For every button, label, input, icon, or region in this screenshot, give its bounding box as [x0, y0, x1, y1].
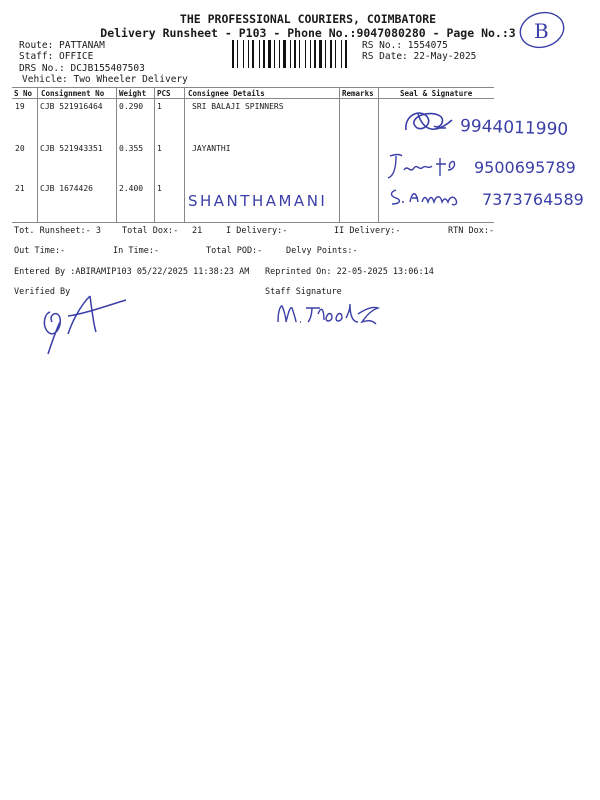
barcode-bar: [243, 40, 244, 68]
row-19-sno: 19: [15, 102, 25, 111]
entered-by: Entered By :ABIRAMIP103 05/22/2025 11:38:23 AM: [14, 267, 250, 277]
barcode-bar: [248, 40, 249, 68]
barcode-bar: [345, 40, 347, 68]
barcode-bar: [274, 40, 275, 68]
in-time: In Time:-: [113, 246, 160, 256]
barcode-bar: [319, 40, 322, 68]
row-20-signature-scribble: [386, 150, 476, 184]
header-consignee: Consignee Details: [188, 89, 265, 98]
barcode-bar: [325, 40, 326, 68]
barcode-bar: [268, 40, 271, 68]
staff-signature: [274, 296, 390, 328]
barcode-bar: [305, 40, 306, 68]
barcode-bar: [250, 40, 251, 68]
barcode-bar: [299, 40, 300, 68]
barcode-bar: [235, 40, 236, 68]
barcode-bar: [294, 40, 296, 68]
rtn-dox: RTN Dox:-: [448, 226, 495, 236]
rs-number: RS No.: 1554075: [362, 40, 448, 51]
barcode-bar: [252, 40, 254, 68]
barcode-bar: [276, 40, 278, 68]
row-20-phone-handwritten: 9500695789: [474, 158, 576, 177]
row-19-weight: 0.290: [119, 102, 144, 111]
header-consignment: Consignment No: [41, 89, 105, 98]
barcode-bar: [323, 40, 324, 68]
col-sep: [378, 87, 379, 222]
col-sep: [37, 87, 38, 222]
barcode-bar: [255, 40, 258, 68]
row-20-weight: 0.355: [119, 144, 144, 153]
row-21-consignee-handwritten: SHANTHAMANI: [188, 192, 328, 210]
verified-by-label: Verified By: [14, 287, 71, 297]
barcode-bar: [237, 40, 238, 68]
barcode-bar: [312, 40, 313, 68]
table-bottom-line: [12, 222, 494, 223]
route-label: Route: PATTANAM: [19, 40, 105, 51]
out-time: Out Time:-: [14, 246, 66, 256]
circled-mark-letter: B: [534, 19, 549, 43]
barcode-bar: [297, 40, 298, 68]
tot-runsheet: Tot. Runsheet:- 3: [14, 226, 101, 236]
ii-delivery: II Delivery:-: [334, 226, 401, 236]
table-top-line: [12, 87, 494, 88]
table-header-line: [12, 98, 494, 99]
total-dox-value: 21: [192, 226, 203, 236]
i-delivery: I Delivery:-: [226, 226, 288, 236]
barcode-bar: [341, 40, 342, 68]
company-title: THE PROFESSIONAL COURIERS, COIMBATORE: [179, 12, 437, 26]
row-19-consignee: SRI BALAJI SPINNERS: [192, 102, 284, 111]
row-19-consignment: CJB 521916464: [40, 102, 103, 111]
row-21-weight: 2.400: [119, 184, 144, 193]
row-19-phone-handwritten: 9944011990: [459, 116, 569, 140]
col-sep: [339, 87, 340, 222]
runsheet-subtitle: Delivery Runsheet - P103 - Phone No.:9047080280 - Page No.:3: [100, 26, 516, 40]
row-20-sno: 20: [15, 144, 25, 153]
barcode-image: [232, 40, 352, 68]
barcode-bar: [287, 40, 289, 68]
row-20-pcs: 1: [157, 144, 162, 153]
barcode-bar: [245, 40, 247, 68]
delvy-points: Delvy Points:-: [286, 246, 358, 256]
header-sno: S No: [14, 89, 33, 98]
barcode-bar: [337, 40, 340, 68]
reprinted-on: Reprinted On: 22-05-2025 13:06:14: [265, 267, 434, 277]
drs-number: DRS No.: DCJB155407503: [19, 63, 145, 74]
barcode-bar: [333, 40, 334, 68]
col-sep: [154, 87, 155, 222]
barcode-bar: [314, 40, 316, 68]
staff-label: Staff: OFFICE: [19, 51, 94, 62]
verified-by-signature: [38, 292, 130, 358]
row-20-consignee: JAYANTHI: [192, 144, 231, 153]
barcode-bar: [232, 40, 234, 68]
row-21-phone-handwritten: 7373764589: [482, 190, 584, 209]
header-remarks: Remarks: [342, 89, 374, 98]
total-dox-label: Total Dox:-: [122, 226, 179, 236]
barcode-bar: [279, 40, 280, 68]
row-19-signature-scribble: [400, 104, 460, 140]
col-sep: [184, 87, 185, 222]
header-seal-signature: Seal & Signature: [400, 89, 473, 98]
barcode-bar: [261, 40, 262, 68]
barcode-bar: [263, 40, 265, 68]
barcode-bar: [327, 40, 329, 68]
barcode-bar: [281, 40, 282, 68]
barcode-bar: [330, 40, 332, 68]
row-21-pcs: 1: [157, 184, 162, 193]
vehicle-label: Vehicle: Two Wheeler Delivery: [22, 74, 188, 85]
barcode-bar: [310, 40, 311, 68]
circled-mark: [518, 8, 568, 50]
barcode-bar: [259, 40, 260, 68]
barcode-bar: [290, 40, 291, 68]
header-weight: Weight: [119, 89, 147, 98]
row-21-signature-scribble: [388, 186, 480, 208]
rs-date: RS Date: 22-May-2025: [362, 51, 477, 62]
row-21-sno: 21: [15, 184, 25, 193]
barcode-bar: [343, 40, 344, 68]
row-20-consignment: CJB 521943351: [40, 144, 103, 153]
barcode-bar: [283, 40, 286, 68]
barcode-bar: [335, 40, 336, 68]
col-sep: [116, 87, 117, 222]
row-21-consignment: CJB 1674426: [40, 184, 93, 193]
barcode-bar: [266, 40, 267, 68]
barcode-bar: [292, 40, 293, 68]
staff-signature-label: Staff Signature: [265, 287, 342, 297]
barcode-bar: [317, 40, 318, 68]
header-pcs: PCS: [157, 89, 171, 98]
barcode-bar: [239, 40, 242, 68]
barcode-bar: [272, 40, 273, 68]
barcode-bar: [301, 40, 304, 68]
barcode-bar: [307, 40, 309, 68]
row-19-pcs: 1: [157, 102, 162, 111]
total-pod: Total POD:-: [206, 246, 263, 256]
